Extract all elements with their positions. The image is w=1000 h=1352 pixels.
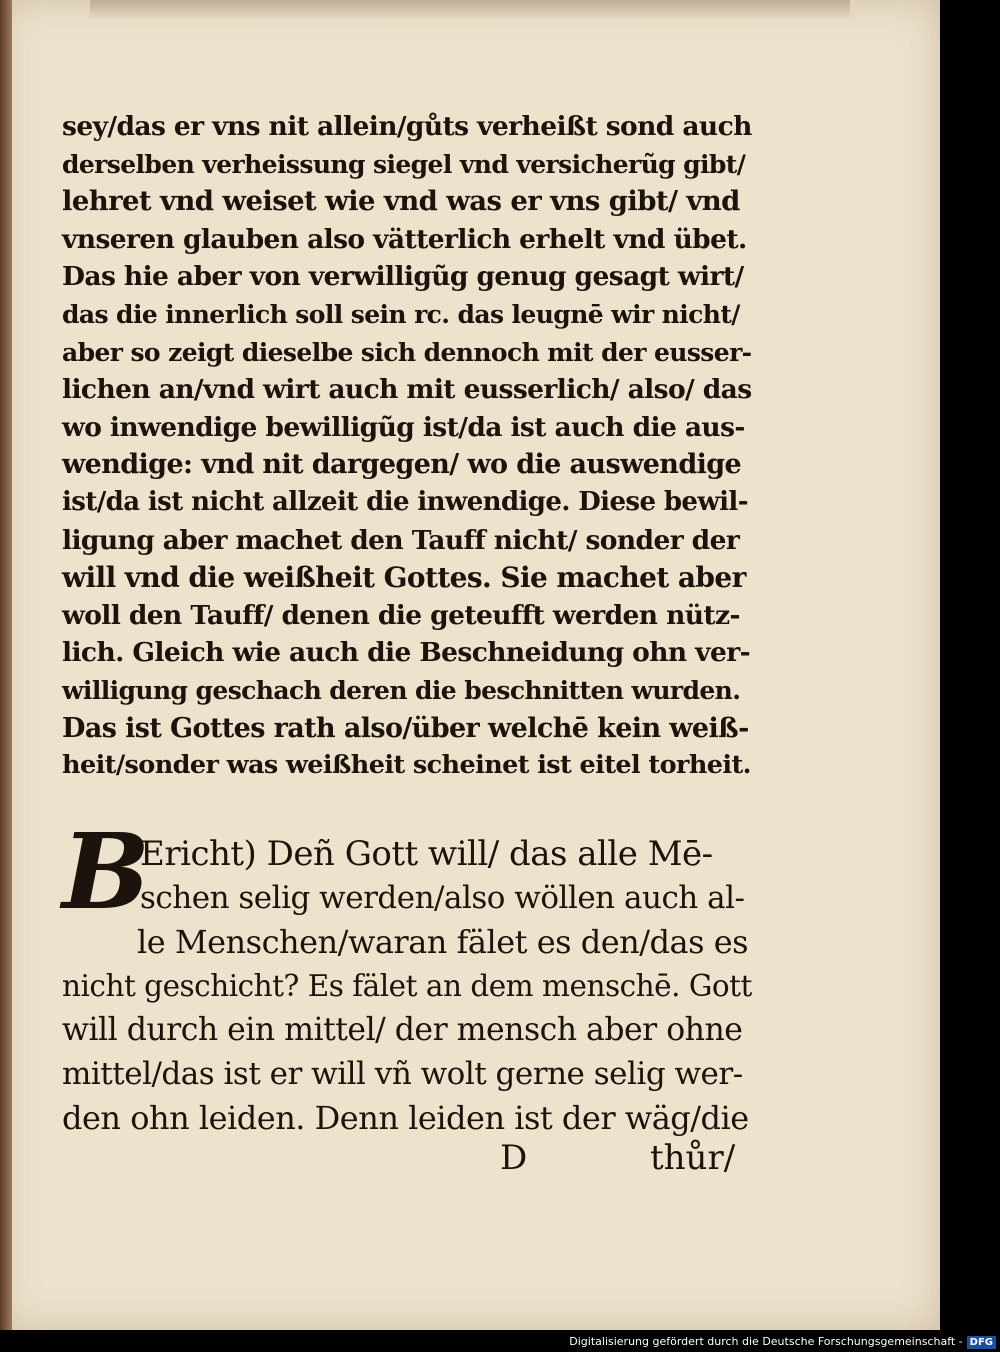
text-line: den ohn leiden. Denn leiden ist der wäg/die xyxy=(62,1099,749,1137)
text-line: aber so zeigt dieselbe sich dennoch mit der eusser- xyxy=(62,337,752,367)
catchword: thůr/ xyxy=(650,1138,736,1178)
digitization-credit xyxy=(560,1334,996,1350)
text-line: schen selig werden/also wöllen auch al- xyxy=(140,880,745,916)
text-line: das die innerlich soll sein rc. das leugnē wir nicht/ xyxy=(62,299,740,329)
text-line: will vnd die weißheit Gottes. Sie machet aber xyxy=(62,561,746,595)
text-line: le Menschen/waran fälet es den/das es xyxy=(137,923,749,961)
credit-text: Digitalisierung gefördert durch die Deutsche Forschungsgemeinschaft - xyxy=(569,1335,963,1348)
text-line: Das hie aber von verwilligũg genug gesagt wirt/ xyxy=(62,261,744,293)
text-line: ist/da ist nicht allzeit die inwendige. Diese bewil- xyxy=(62,486,748,517)
text-line: sey/das er vns nit allein/gůts verheißt sond auch xyxy=(62,111,752,142)
text-line: will durch ein mittel/ der mensch aber ohne xyxy=(62,1012,743,1048)
dfg-logo: DFG xyxy=(967,1336,996,1349)
text-line: derselben verheissung siegel vnd versicherũg gibt/ xyxy=(62,149,746,179)
drop-capital: B xyxy=(62,810,150,933)
text-line: lichen an/vnd wirt auch mit eusserlich/ also/ das xyxy=(62,374,752,406)
text-line: ligung aber machet den Tauff nicht/ sonder der xyxy=(62,524,740,556)
text-line: heit/sonder was weißheit scheinet ist eitel torheit. xyxy=(62,750,751,781)
text-line: Das ist Gottes rath also/über welchē kein weiß- xyxy=(62,712,749,744)
text-line: willigung geschach deren die beschnitten wurden. xyxy=(62,675,741,705)
paragraph-1 xyxy=(62,108,752,785)
text-line: nicht geschicht? Es fälet an dem menschē. Gott xyxy=(62,969,752,1003)
text-line: wendige: vnd nit dargegen/ wo die auswendige xyxy=(62,449,742,481)
text-line: Ericht) Deñ Gott will/ das alle Mē- xyxy=(140,834,713,874)
page-stain xyxy=(90,0,850,20)
text-line: wo inwendige bewilligũg ist/da ist auch die aus- xyxy=(62,411,745,443)
text-line: mittel/das ist er will vñ wolt gerne selig wer- xyxy=(62,1056,743,1092)
paragraph-2 xyxy=(62,832,752,1140)
text-line: lehret vnd weiset wie vnd was er vns gibt/ vnd xyxy=(62,185,740,218)
signature-mark: D xyxy=(500,1138,528,1178)
text-line: woll den Tauff/ denen die geteufft werden nütz- xyxy=(62,599,740,631)
book-binding-edge xyxy=(0,0,12,1330)
text-line: lich. Gleich wie auch die Beschneidung ohn ver- xyxy=(62,637,750,669)
text-line: vnseren glauben also vätterlich erhelt vnd übet. xyxy=(62,223,747,255)
page-footer-marks xyxy=(500,1136,750,1180)
